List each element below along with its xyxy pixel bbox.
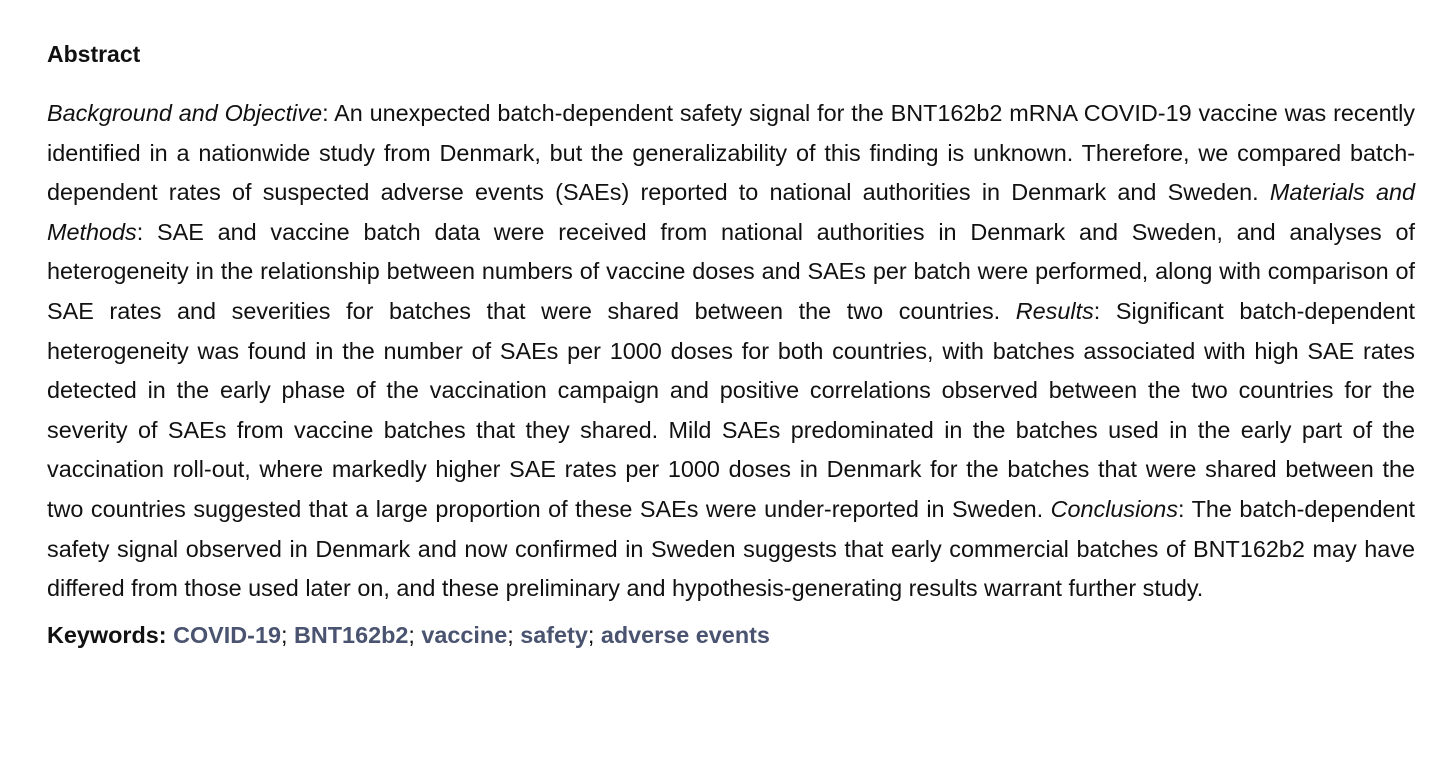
methods-label: Materials and Methods <box>47 179 1415 245</box>
abstract-section <box>47 38 1415 651</box>
keyword-link[interactable]: adverse events <box>600 621 770 648</box>
abstract-text <box>47 94 1415 609</box>
abstract-heading: Abstract <box>47 41 141 67</box>
results-label: Results <box>1015 297 1094 324</box>
keywords <box>47 619 1415 651</box>
keyword-separator: ; <box>587 621 601 648</box>
keywords-label: Keywords: <box>47 621 167 648</box>
background-text: : An unexpected batch-dependent safety signal for the BNT162b2 mRNA COVID-19 vaccine was recently identified in a nationwide study from Denmark, but the generalizability of this finding is unknown. Therefore, we compared batch-dependent rates of suspected adverse events (SAEs) reported to national authorities in Denmark and Sweden. <box>47 100 1415 206</box>
keyword-link[interactable]: vaccine <box>421 621 508 648</box>
conclusions-label: Conclusions <box>1050 495 1179 522</box>
keyword-separator: ; <box>280 621 294 648</box>
background-label: Background and Objective <box>47 100 323 126</box>
keyword-link[interactable]: COVID-19 <box>173 621 281 648</box>
conclusions-text: : The batch-dependent safety signal observed in Denmark and now confirmed in Sweden suggests that early commercial batches of BNT162b2 may have differed from those used later on, and these preliminary and hypothesis-generating results warrant further study. <box>47 495 1415 602</box>
keyword-separator: ; <box>408 621 422 648</box>
results-text: : Significant batch-dependent heterogeneity was found in the number of SAEs per 1000 doses for both countries, with batches associated with high SAE rates detected in the early phase of the vaccination campaign and positive correlations observed between the two countries for the severity of SAEs from vaccine batches that they shared. Mild SAEs predominated in the batches used in the early part of the vaccination roll-out, where markedly higher SAE rates per 1000 doses in Denmark for the batches that were shared between the two countries suggested that a large proportion of these SAEs were under-reported in Sweden. <box>47 297 1415 522</box>
methods-text: : SAE and vaccine batch data were received from national authorities in Denmark and Sweden, and analyses of heterogeneity in the relationship between numbers of vaccine doses and SAEs per batch were performed, along with comparison of SAE rates and severities for batches that were shared between the two countries. <box>47 218 1415 324</box>
keyword-separator: ; <box>507 621 521 648</box>
keyword-link[interactable]: safety <box>520 621 588 648</box>
keyword-link[interactable]: BNT162b2 <box>293 621 409 648</box>
